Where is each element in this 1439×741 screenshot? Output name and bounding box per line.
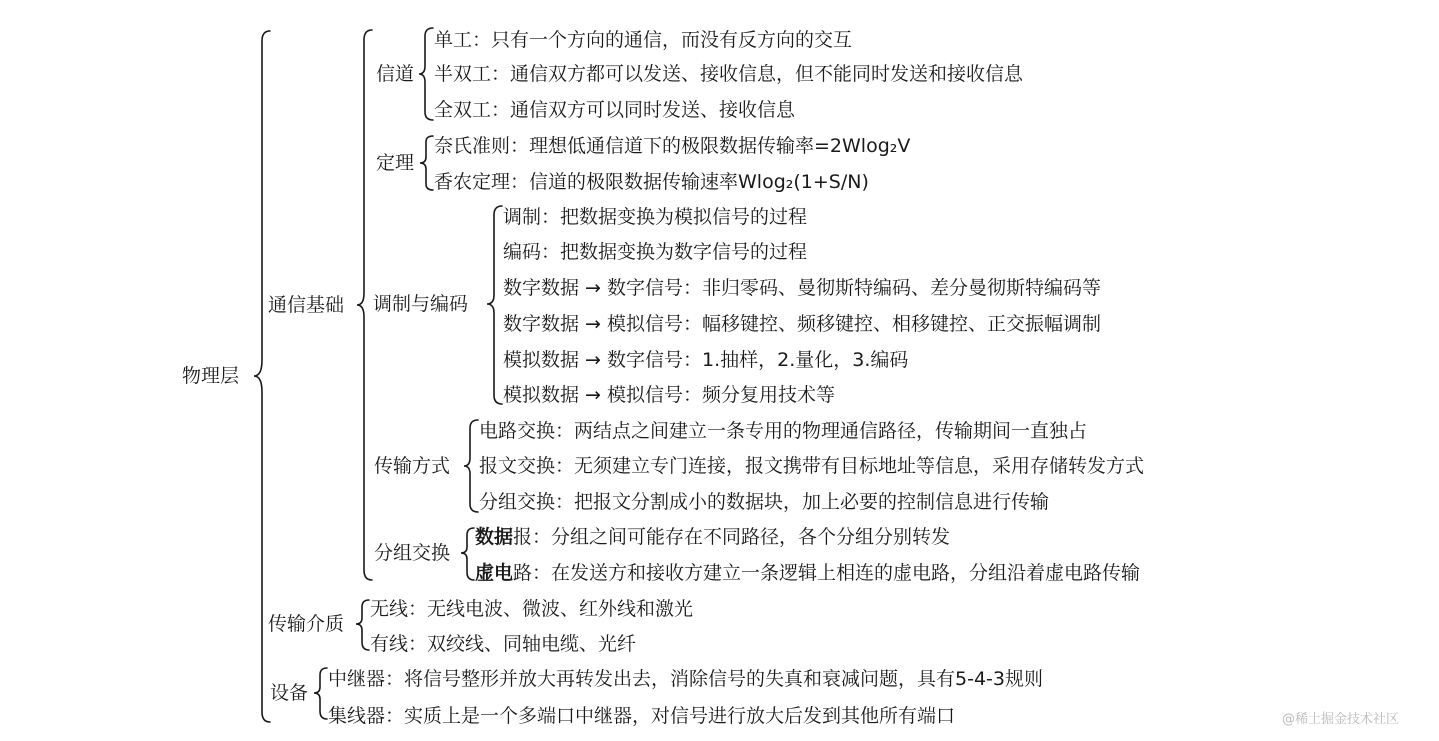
leaf-hub: 集线器：实质上是一个多端口中继器，对信号进行放大后发到其他所有端口 [328,705,956,727]
leaf-repeater: 中继器：将信号整形并放大再转发出去，消除信号的失真和衰减问题，具有5-4-3规则 [328,668,1043,690]
leaf-shannon: 香农定理：信道的极限数据传输速率Wlog₂(1+S/N) [434,171,869,193]
node-devices: 设备 [270,682,309,704]
leaf-datagram-tail: 报：分组之间可能存在不同路径，各个分组分别转发 [513,526,951,548]
leaf-half-duplex: 半双工：通信双方都可以发送、接收信息，但不能同时发送和接收信息 [434,63,1024,85]
leaf-message-switching: 报文交换：无须建立专门连接，报文携带有目标地址等信息，采用存储转发方式 [479,455,1145,477]
leaf-datagram [475,525,950,549]
node-root: 物理层 [182,365,240,387]
leaf-vc-tail: 路：在发送方和接收方建立一条逻辑上相连的虚电路，分组沿着虚电路传输 [513,562,1141,584]
leaf-vc-head: 虚电 [475,562,514,584]
node-transfer: 传输方式 [374,455,451,477]
leaf-analog-to-digital: 模拟数据 → 数字信号：1.抽样，2.量化，3.编码 [503,349,909,371]
brace-transfer [464,420,478,512]
brace-theorem [420,136,433,190]
leaf-packet-switching: 分组交换：把报文分割成小的数据块，加上必要的控制信息进行传输 [479,491,1050,513]
leaf-digital-to-digital: 数字数据 → 数字信号：非归零码、曼彻斯特编码、差分曼彻斯特编码等 [503,277,1102,299]
leaf-wireless: 无线：无线电波、微波、红外线和激光 [370,598,694,620]
node-modulation: 调制与编码 [373,293,469,315]
leaf-analog-to-analog: 模拟数据 → 模拟信号：频分复用技术等 [503,384,835,406]
brace-basics [357,30,372,580]
node-channel: 信道 [376,63,415,85]
leaf-encode: 编码：把数据变换为数字信号的过程 [503,241,808,263]
watermark: @稀土掘金技术社区 [1282,712,1400,727]
leaf-full-duplex: 全双工：通信双方可以同时发送、接收信息 [434,99,796,121]
brace-modulation [487,206,502,404]
node-packet: 分组交换 [374,542,451,564]
node-basics: 通信基础 [268,294,345,316]
leaf-datagram-head: 数据 [475,526,514,548]
brace-packet [461,528,474,580]
leaf-nyquist: 奈氏准则：理想低通信道下的极限数据传输率=2Wlog₂V [434,135,911,157]
leaf-modulate: 调制：把数据变换为模拟信号的过程 [503,206,808,228]
node-theorem: 定理 [376,152,415,174]
node-media: 传输介质 [268,613,345,635]
brace-devices [314,668,327,719]
leaf-simplex: 单工：只有一个方向的通信，而没有反方向的交互 [434,29,853,51]
brace-media [356,600,369,650]
leaf-digital-to-analog: 数字数据 → 模拟信号：幅移键控、频移键控、相移键控、正交振幅调制 [503,313,1102,335]
leaf-circuit-switching: 电路交换：两结点之间建立一条专用的物理通信路径，传输期间一直独占 [479,420,1088,442]
brace-channel [419,28,433,120]
leaf-wired: 有线：双绞线、同轴电缆、光纤 [370,633,637,655]
leaf-virtual-circuit [475,561,1140,585]
